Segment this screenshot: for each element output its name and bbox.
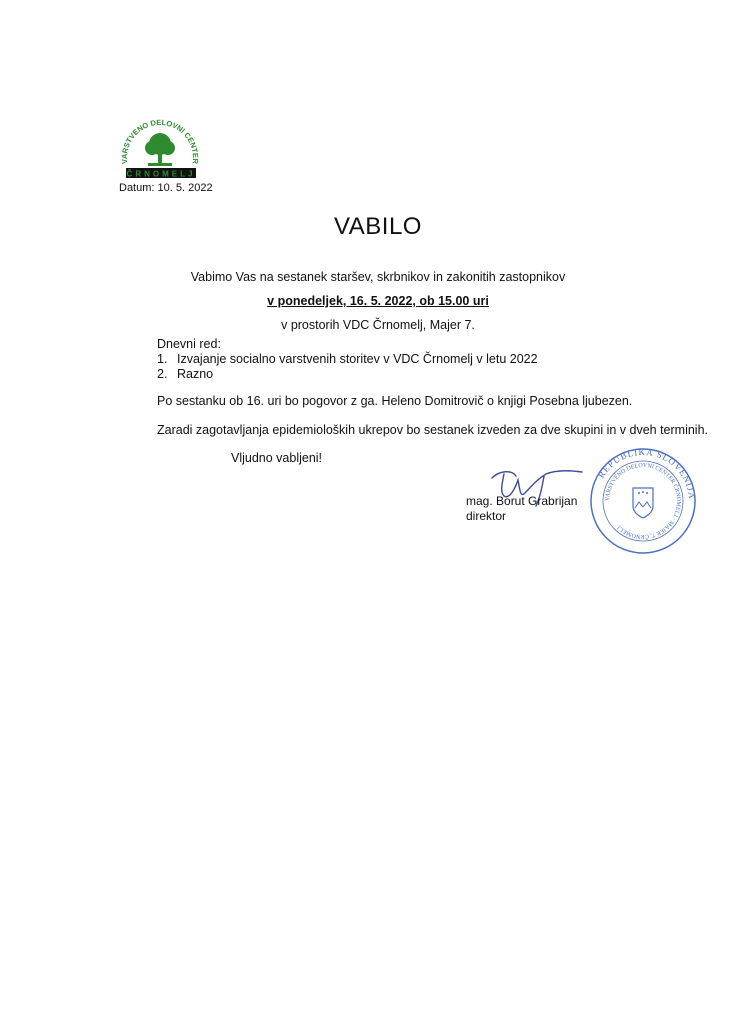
organization-logo (108, 108, 212, 192)
document-date: Datum: 10. 5. 2022 (119, 182, 213, 194)
agenda-heading: Dnevni red: (157, 337, 221, 351)
document-title: VABILO (334, 213, 422, 240)
signatory-name: mag. Borut Grabrijan (466, 494, 578, 508)
svg-text:ČRNOMELJ: ČRNOMELJ (126, 169, 196, 179)
agenda-list (157, 352, 538, 382)
invitation-line: Vabimo Vas na sestanek staršev, skrbnikov in zakonitih zastopnikov (190, 270, 566, 284)
meeting-datetime: v ponedeljek, 16. 5. 2022, ob 15.00 uri (267, 294, 489, 308)
agenda-item-number: 2. (157, 367, 168, 381)
official-stamp (588, 446, 698, 556)
svg-text:REPUBLIKA SLOVENIJA: REPUBLIKA SLOVENIJA (595, 446, 698, 500)
closing-greeting: Vljudno vabljeni! (231, 451, 323, 465)
agenda-item-number: 1. (157, 352, 168, 366)
epidemic-note-paragraph: Zaradi zagotavljanja epidemioloških ukrepov bo sestanek izveden za dve skupini in v dveh terminih. (157, 423, 709, 437)
svg-text:VARSTVENO DELOVNI CENTER ČRNOM: VARSTVENO DELOVNI CENTER ČRNOMELJ · MAJER 7, ČRNOMELJ (604, 462, 682, 540)
talk-note-paragraph: Po sestanku ob 16. uri bo pogovor z ga. Heleno Domitrovič o knjigi Posebna ljubezen. (157, 394, 633, 408)
svg-text:VARSTVENO DELOVNI CENTER: VARSTVENO DELOVNI CENTER (119, 117, 201, 165)
meeting-location: v prostorih VDC Črnomelj, Majer 7. (281, 318, 475, 332)
signatory-role: direktor (466, 509, 507, 523)
agenda-item-text: Izvajanje socialno varstvenih storitev v VDC Črnomelj v letu 2022 (177, 352, 538, 366)
agenda-item-text: Razno (177, 367, 214, 381)
agenda-item (157, 367, 538, 382)
agenda-item (157, 352, 538, 367)
